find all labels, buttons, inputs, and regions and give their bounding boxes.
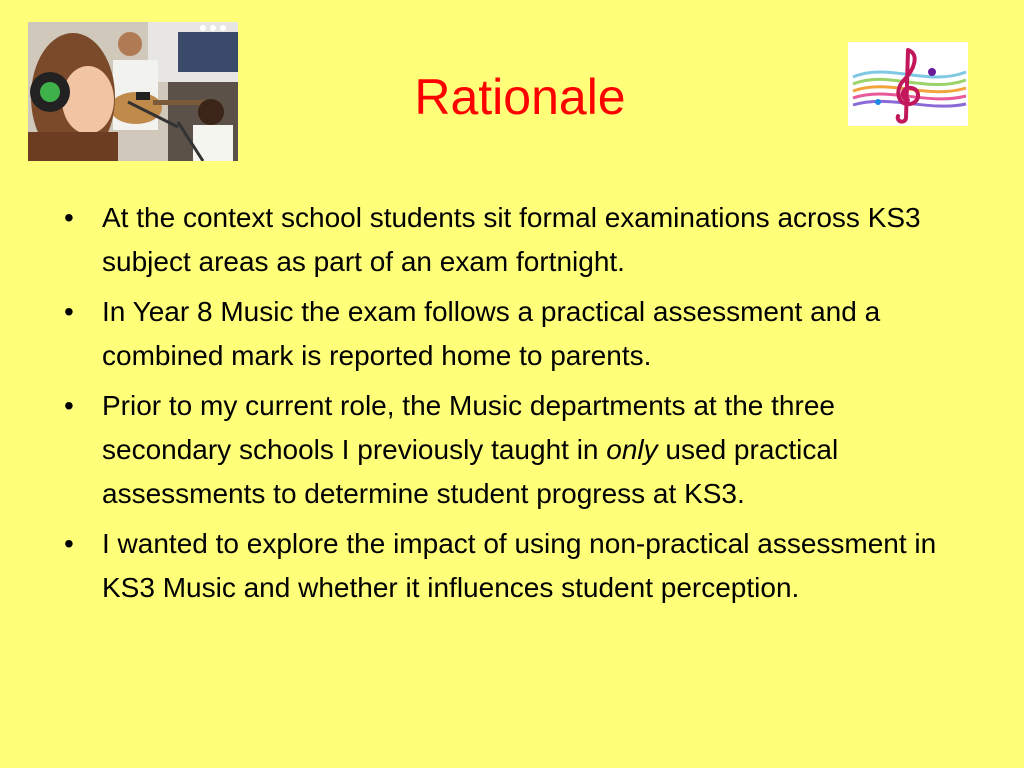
bullet-text: At the context school students sit formal examinations across KS3 subject areas as part of an exam fortnight. — [102, 202, 921, 277]
bullet-symbol: • — [64, 202, 74, 233]
bullet-symbol: • — [64, 296, 74, 327]
bullet-item — [58, 196, 958, 284]
treble-clef-logo — [848, 42, 968, 126]
bullet-item — [58, 384, 958, 516]
bullet-text: I wanted to explore the impact of using non-practical assessment in KS3 Music and whether it influences student perception. — [102, 528, 937, 603]
bullet-item — [58, 290, 958, 378]
bullet-text: Prior to my current role, the Music departments at the three secondary schools I previously taught in only used practical assessments to determine student progress at KS3. — [102, 390, 839, 509]
bullet-text: In Year 8 Music the exam follows a practical assessment and a combined mark is reported home to parents. — [102, 296, 881, 371]
students-music-photo — [28, 22, 238, 161]
bullet-symbol: • — [64, 528, 74, 559]
emphasis-only: only — [606, 434, 658, 465]
bullet-symbol: • — [64, 390, 74, 421]
bullet-list — [58, 196, 958, 616]
slide-title: Rationale — [414, 69, 626, 125]
bullet-item — [58, 522, 958, 610]
